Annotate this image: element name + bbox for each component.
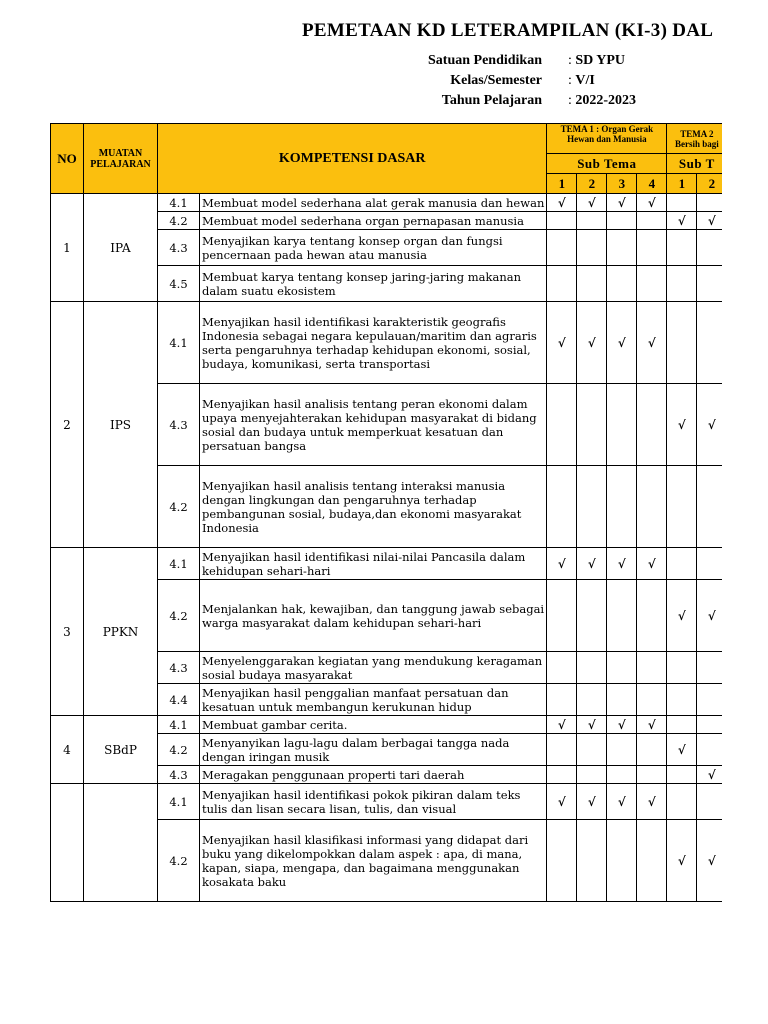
meta-tahun-label: Tahun Pelajaran	[441, 93, 542, 108]
kd-description: Membuat karya tentang konsep jaring-jaring makanan dalam suatu ekosistem	[200, 266, 547, 302]
subtema-check-cell	[607, 652, 637, 684]
check-mark-icon: √	[707, 417, 716, 432]
subtema-check-cell	[577, 734, 607, 766]
kd-description: Menyajikan hasil identifikasi pokok pikiran dalam teks tulis dan lisan secara lisan, tulis, dan visual	[200, 784, 547, 820]
subtema-check-cell	[547, 734, 577, 766]
header-subtema-number: 1	[667, 174, 697, 194]
subtema-check-cell	[547, 384, 577, 466]
kd-code: 4.1	[158, 784, 200, 820]
meta-kelas-value: : V/I	[568, 73, 595, 89]
header-no: NO	[51, 124, 84, 194]
table-row	[51, 784, 727, 820]
kd-description: Menyajikan hasil identifikasi nilai-nilai Pancasila dalam kehidupan sehari-hari	[200, 548, 547, 580]
subtema-check-cell	[607, 194, 637, 212]
subtema-check-cell	[667, 820, 697, 902]
kd-code: 4.2	[158, 580, 200, 652]
check-mark-icon: √	[587, 195, 596, 210]
check-mark-icon: √	[587, 335, 596, 350]
subtema-check-cell	[547, 684, 577, 716]
subtema-check-cell	[547, 716, 577, 734]
subtema-check-cell	[577, 230, 607, 266]
subtema-check-cell	[577, 466, 607, 548]
subtema-check-cell	[577, 652, 607, 684]
check-mark-icon: √	[617, 556, 626, 571]
subtema-check-cell	[577, 580, 607, 652]
kd-code: 4.3	[158, 384, 200, 466]
subtema-check-cell	[667, 580, 697, 652]
subtema-check-cell	[607, 784, 637, 820]
subtema-check-cell	[667, 302, 697, 384]
check-mark-icon: √	[617, 794, 626, 809]
subtema-check-cell	[547, 302, 577, 384]
kd-code: 4.3	[158, 766, 200, 784]
kd-code: 4.1	[158, 716, 200, 734]
subtema-check-cell	[607, 302, 637, 384]
subtema-check-cell	[637, 212, 667, 230]
subtema-check-cell	[607, 684, 637, 716]
table-row	[51, 716, 727, 734]
check-mark-icon: √	[677, 742, 686, 757]
check-mark-icon: √	[647, 195, 656, 210]
subject-number: 4	[51, 716, 84, 784]
subtema-check-cell	[637, 766, 667, 784]
check-mark-icon: √	[677, 213, 686, 228]
subtema-check-cell	[577, 716, 607, 734]
subtema-check-cell	[547, 212, 577, 230]
subtema-check-cell	[637, 466, 667, 548]
check-mark-icon: √	[677, 417, 686, 432]
subtema-check-cell	[547, 580, 577, 652]
subject-name: SBdP	[84, 716, 158, 784]
subtema-check-cell	[667, 684, 697, 716]
check-mark-icon: √	[557, 717, 566, 732]
subtema-check-cell	[607, 766, 637, 784]
subtema-check-cell	[607, 230, 637, 266]
subtema-check-cell	[607, 716, 637, 734]
subtema-check-cell	[547, 820, 577, 902]
kd-code: 4.3	[158, 230, 200, 266]
check-mark-icon: √	[617, 717, 626, 732]
kd-description: Membuat model sederhana alat gerak manusia dan hewan	[200, 194, 547, 212]
kd-code: 4.5	[158, 266, 200, 302]
header-subtema-number: 4	[637, 174, 667, 194]
subtema-check-cell	[637, 580, 667, 652]
check-mark-icon: √	[587, 717, 596, 732]
check-mark-icon: √	[587, 794, 596, 809]
header-subtema-number: 2	[577, 174, 607, 194]
check-mark-icon: √	[557, 794, 566, 809]
subject-name: IPS	[84, 302, 158, 548]
kd-code: 4.1	[158, 194, 200, 212]
subtema-check-cell	[577, 820, 607, 902]
meta-kelas-label: Kelas/Semester	[450, 73, 542, 88]
header-subtema-2: Sub T	[667, 154, 727, 174]
subject-number	[51, 784, 84, 902]
subtema-check-cell	[577, 384, 607, 466]
kd-description: Menyanyikan lagu-lagu dalam berbagai tangga nada dengan iringan musik	[200, 734, 547, 766]
subtema-check-cell	[547, 652, 577, 684]
subtema-check-cell	[577, 766, 607, 784]
kd-description: Membuat model sederhana organ pernapasan manusia	[200, 212, 547, 230]
check-mark-icon: √	[587, 556, 596, 571]
check-mark-icon: √	[647, 335, 656, 350]
header-tema-1: TEMA 1 : Organ Gerak Hewan dan Manusia	[547, 124, 667, 154]
kd-description: Menyelenggarakan kegiatan yang mendukung keragaman sosial budaya masyarakat	[200, 652, 547, 684]
check-mark-icon: √	[707, 853, 716, 868]
kd-description: Menyajikan hasil analisis tentang interaksi manusia dengan lingkungan dan pengaruhnya terhadap pembangunan sosial, budaya,dan ekonomi masyarakat Indonesia	[200, 466, 547, 548]
kd-description: Menyajikan hasil identifikasi karakteristik geografis Indonesia sebagai negara kepulauan/maritim dan agraris serta pengaruhnya terhadap kehidupan ekonomi, sosial, budaya, komunikasi, serta transportasi	[200, 302, 547, 384]
subtema-check-cell	[637, 684, 667, 716]
subtema-check-cell	[667, 734, 697, 766]
kd-code: 4.4	[158, 684, 200, 716]
check-mark-icon: √	[707, 213, 716, 228]
subtema-check-cell	[577, 548, 607, 580]
subtema-check-cell	[667, 652, 697, 684]
subtema-check-cell	[637, 194, 667, 212]
header-subtema-number: 2	[697, 174, 727, 194]
subtema-check-cell	[637, 302, 667, 384]
kd-code: 4.2	[158, 466, 200, 548]
subtema-check-cell	[637, 230, 667, 266]
kd-description: Menyajikan hasil analisis tentang peran ekonomi dalam upaya menyejahterakan kehidupan masyarakat di bidang sosial dan budaya untuk memperkuat kesatuan dan persatuan bangsa	[200, 384, 547, 466]
kd-description: Menyajikan karya tentang konsep organ dan fungsi pencernaan pada hewan atau manusia	[200, 230, 547, 266]
subtema-check-cell	[637, 734, 667, 766]
meta-satuan-label: Satuan Pendidikan	[428, 53, 542, 68]
kd-description: Meragakan penggunaan properti tari daerah	[200, 766, 547, 784]
kd-code: 4.1	[158, 302, 200, 384]
subtema-check-cell	[577, 266, 607, 302]
table-row	[51, 548, 727, 580]
subject-number: 3	[51, 548, 84, 716]
header-tema-2: TEMA 2 Bersih bagi	[667, 124, 727, 154]
kd-description: Membuat gambar cerita.	[200, 716, 547, 734]
subtema-check-cell	[667, 194, 697, 212]
subtema-check-cell	[667, 212, 697, 230]
subtema-check-cell	[547, 266, 577, 302]
subtema-check-cell	[607, 466, 637, 548]
subtema-check-cell	[547, 194, 577, 212]
subtema-check-cell	[607, 384, 637, 466]
kd-description: Menyajikan hasil penggalian manfaat persatuan dan kesatuan untuk membangun kerukunan hidup	[200, 684, 547, 716]
page-edge-mask	[722, 0, 768, 1024]
subtema-check-cell	[667, 466, 697, 548]
subtema-check-cell	[667, 384, 697, 466]
check-mark-icon: √	[617, 195, 626, 210]
subject-number: 1	[51, 194, 84, 302]
meta-satuan-value: : SD YPU	[568, 53, 625, 69]
check-mark-icon: √	[617, 335, 626, 350]
subtema-check-cell	[667, 266, 697, 302]
subtema-check-cell	[667, 716, 697, 734]
kd-code: 4.2	[158, 734, 200, 766]
header-subtema-number: 1	[547, 174, 577, 194]
subtema-check-cell	[607, 212, 637, 230]
header-kompetensi-dasar: KOMPETENSI DASAR	[158, 124, 547, 194]
subtema-check-cell	[637, 548, 667, 580]
subtema-check-cell	[667, 784, 697, 820]
kd-code: 4.1	[158, 548, 200, 580]
subtema-check-cell	[547, 784, 577, 820]
check-mark-icon: √	[557, 556, 566, 571]
subtema-check-cell	[547, 466, 577, 548]
subject-number: 2	[51, 302, 84, 548]
kd-description: Menyajikan hasil klasifikasi informasi yang didapat dari buku yang dikelompokkan dalam aspek : apa, di mana, kapan, siapa, mengapa, dan bagaimana menggunakan kosakata baku	[200, 820, 547, 902]
subtema-check-cell	[547, 230, 577, 266]
subtema-check-cell	[637, 266, 667, 302]
check-mark-icon: √	[557, 195, 566, 210]
subtema-check-cell	[577, 684, 607, 716]
subject-name: IPA	[84, 194, 158, 302]
check-mark-icon: √	[707, 767, 716, 782]
subtema-check-cell	[607, 820, 637, 902]
subtema-check-cell	[607, 580, 637, 652]
subtema-check-cell	[637, 784, 667, 820]
meta-satuan	[380, 53, 680, 73]
check-mark-icon: √	[677, 853, 686, 868]
subtema-check-cell	[667, 766, 697, 784]
subject-name	[84, 784, 158, 902]
document-meta	[380, 53, 680, 113]
subtema-check-cell	[637, 652, 667, 684]
kd-description: Menjalankan hak, kewajiban, dan tanggung jawab sebagai warga masyarakat dalam kehidupan sehari-hari	[200, 580, 547, 652]
subtema-check-cell	[607, 548, 637, 580]
kd-mapping-table	[50, 123, 727, 902]
kd-code: 4.2	[158, 820, 200, 902]
check-mark-icon: √	[557, 335, 566, 350]
header-subtema-1: Sub Tema	[547, 154, 667, 174]
table-row	[51, 194, 727, 212]
header-subtema-number: 3	[607, 174, 637, 194]
header-muatan: MUATAN PELAJARAN	[84, 124, 158, 194]
subtema-check-cell	[577, 784, 607, 820]
subtema-check-cell	[577, 194, 607, 212]
check-mark-icon: √	[707, 608, 716, 623]
subtema-check-cell	[577, 212, 607, 230]
check-mark-icon: √	[647, 794, 656, 809]
subtema-check-cell	[637, 384, 667, 466]
check-mark-icon: √	[677, 608, 686, 623]
subtema-check-cell	[607, 266, 637, 302]
meta-kelas	[380, 73, 680, 93]
subtema-check-cell	[577, 302, 607, 384]
subtema-check-cell	[547, 548, 577, 580]
subtema-check-cell	[667, 230, 697, 266]
subtema-check-cell	[637, 820, 667, 902]
check-mark-icon: √	[647, 717, 656, 732]
kd-code: 4.3	[158, 652, 200, 684]
table-row	[51, 302, 727, 384]
subtema-check-cell	[637, 716, 667, 734]
subtema-check-cell	[607, 734, 637, 766]
meta-tahun	[380, 93, 680, 113]
page-title: PEMETAAN KD LETERAMPILAN (KI-3) DAL	[302, 20, 714, 41]
kd-code: 4.2	[158, 212, 200, 230]
subtema-check-cell	[667, 548, 697, 580]
check-mark-icon: √	[647, 556, 656, 571]
meta-tahun-value: : 2022-2023	[568, 93, 636, 109]
subject-name: PPKN	[84, 548, 158, 716]
subtema-check-cell	[547, 766, 577, 784]
